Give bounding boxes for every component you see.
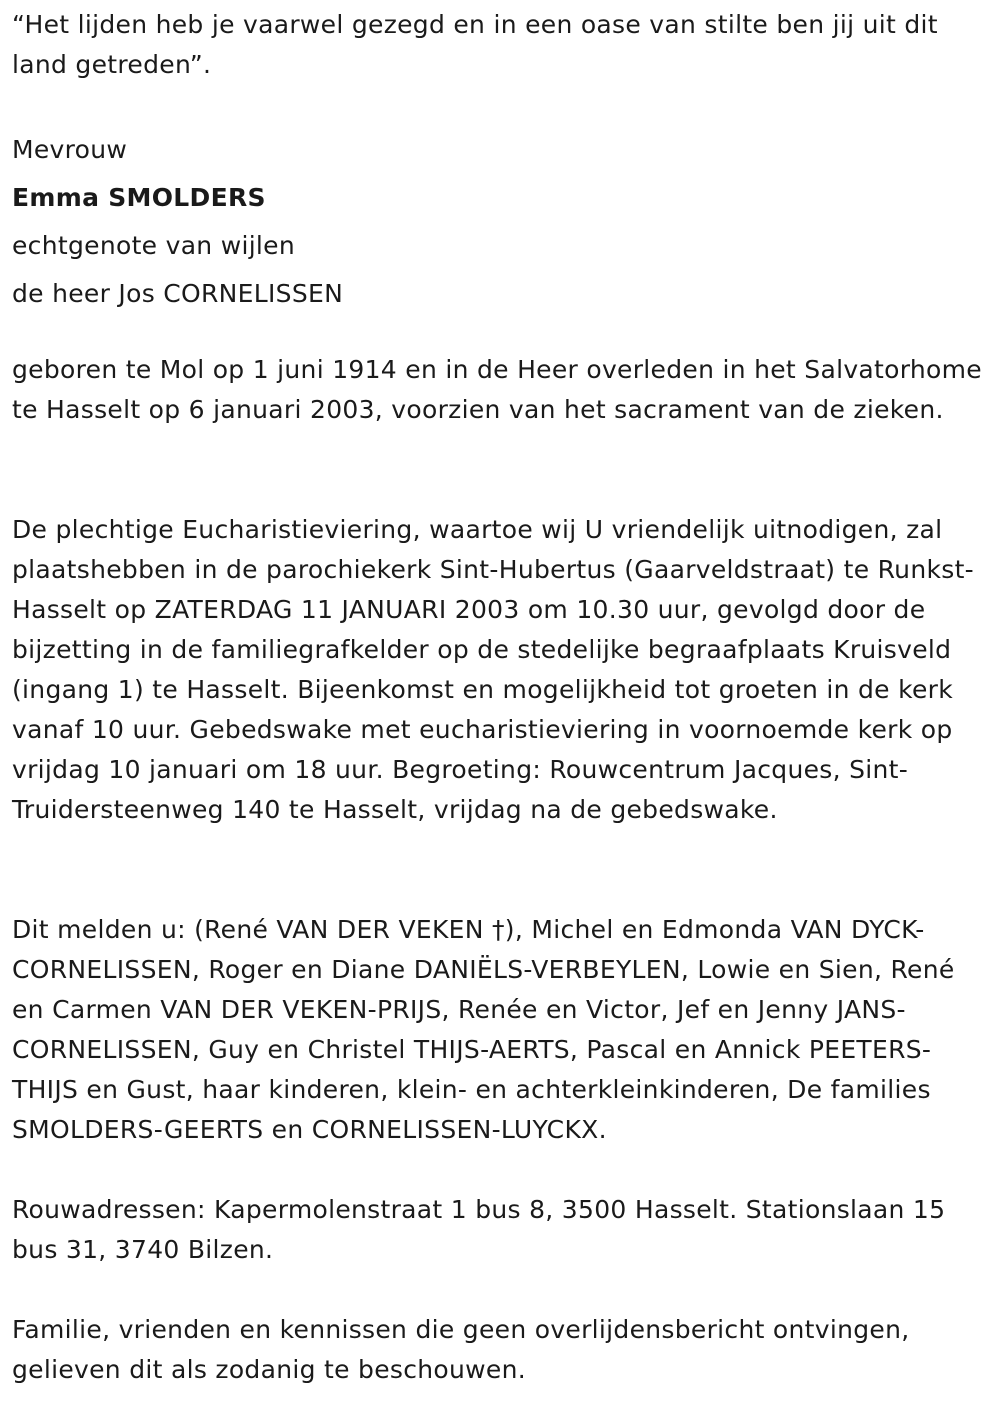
salutation: Mevrouw	[12, 135, 128, 164]
relation-line-1: echtgenote van wijlen	[12, 231, 296, 260]
addresses-paragraph: Rouwadressen: Kapermolenstraat 1 bus 8, 3500 Hasselt. Stationslaan 15 bus 31, 3740 Bilzen.	[12, 1195, 946, 1264]
family-paragraph: Dit melden u: (René VAN DER VEKEN †), Michel en Edmonda VAN DYCK-CORNELISSEN, Roger en Diane DANIËLS-VERBEYLEN, Lowie en Sien, René en Carmen VAN DER VEKEN-PRIJS, Renée en Victor, Jef en Jenny JANS-CORNELISSEN, Guy en Christel THIJS-AERTS, Pascal en Annick PEETERS-THIJS en Gust, haar kinderen, klein- en achterkleinkinderen, De families SMOLDERS-GEERTS en CORNELISSEN-LUYCKX.	[12, 915, 955, 1144]
deceased-name: Emma SMOLDERS	[12, 183, 266, 212]
relation-line-2: de heer Jos CORNELISSEN	[12, 279, 344, 308]
closing-paragraph: Familie, vrienden en kennissen die geen overlijdensbericht ontvingen, gelieven dit als zodanig te beschouwen.	[12, 1315, 910, 1384]
birth-death-paragraph: geboren te Mol op 1 juni 1914 en in de Heer overleden in het Salvatorhome te Hasselt op 6 januari 2003, voorzien van het sacrament van de zieken.	[12, 355, 982, 424]
deceased-intro	[12, 126, 343, 318]
ceremony-paragraph: De plechtige Eucharistieviering, waartoe wij U vriendelijk uitnodigen, zal plaatshebben in de parochiekerk Sint-Hubertus (Gaarveldstraat) te Runkst-Hasselt op ZATERDAG 11 JANUARI 2003 om 10.30 uur, gevolgd door de bijzetting in de familiegrafkelder op de stedelijke begraafplaats Kruisveld (ingang 1) te Hasselt. Bijeenkomst en mogelijkheid tot groeten in de kerk vanaf 10 uur. Gebedswake met eucharistieviering in voornoemde kerk op vrijdag 10 januari om 18 uur. Begroeting: Rouwcentrum Jacques, Sint-Truidersteenweg 140 te Hasselt, vrijdag na de gebedswake.	[12, 515, 974, 824]
opening-quote: “Het lijden heb je vaarwel gezegd en in een oase van stilte ben jij uit dit land getreden”.	[12, 10, 938, 79]
